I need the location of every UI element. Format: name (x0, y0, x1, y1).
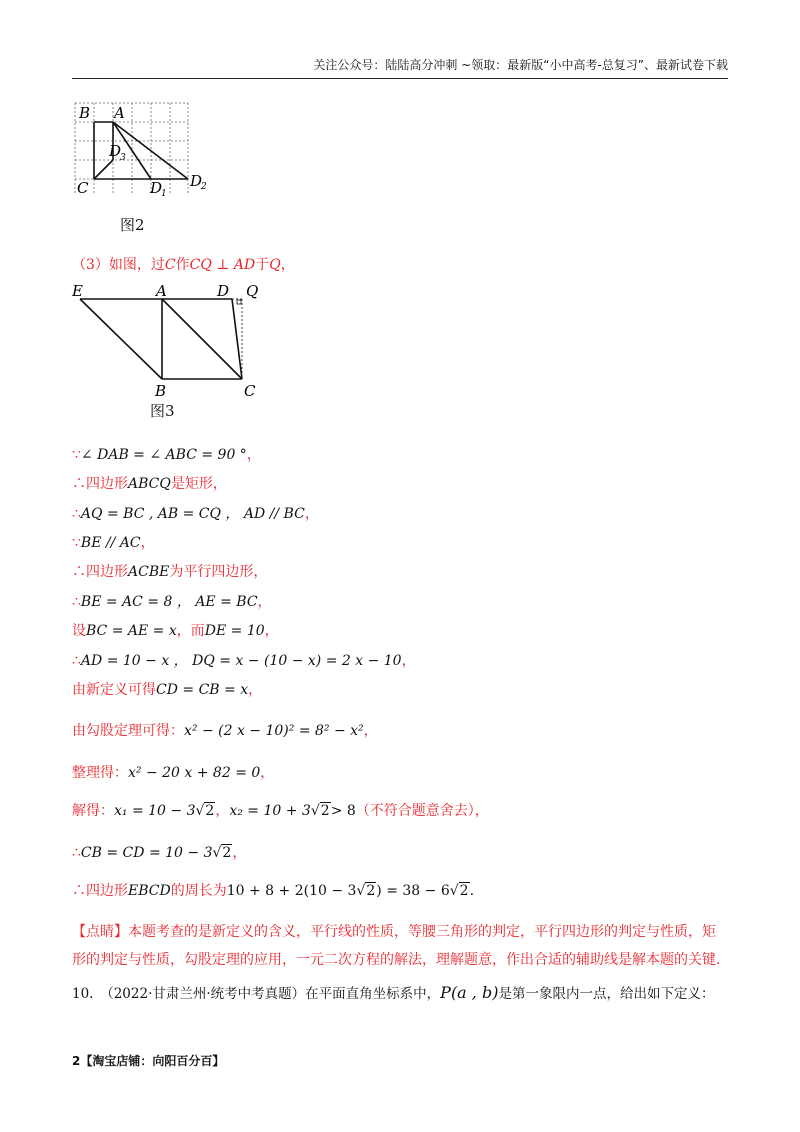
label-b-fig3: B (155, 382, 167, 400)
label-d-fig3: D (217, 282, 230, 300)
label-c-fig3: C (244, 382, 256, 400)
question-10: 10. （2022·甘肃兰州·统考中考真题）在平面直角坐标系中，P(a , b)是第一象限内一点，给出如下定义： (72, 983, 715, 1002)
key-point-comment: 【点睛】本题考查的是新定义的含义，平行线的性质，等腰三角形的判定，平行四边形的判定与性质，矩形的判定与性质，勾股定理的应用，一元二次方程的解法，理解题意，作出合适的辅助线是解本题的关键. (72, 924, 721, 968)
figure-2 (72, 100, 222, 200)
label-d1: D (150, 179, 163, 197)
figure-2-diagram (72, 100, 222, 200)
label-d3: D (109, 142, 122, 160)
label-b: B (79, 104, 91, 122)
solution-line-11: 整理得：x² − 20 x + 82 = 0， (72, 765, 275, 781)
figure-3-caption: 图3 (150, 402, 175, 420)
solution-line-7: 设BC = AE = x，而DE = 10， (72, 623, 279, 639)
page-header: 关注公众号：陆陆高分冲刺 ~领取：最新版“小中高考-总复习”、最新试卷下载 (72, 56, 728, 79)
solution-line-6: ∴BE = AC = 8 ， AE = BC， (72, 594, 272, 610)
solution-line-3: ∴AQ = BC , AB = CQ ， AD // BC， (72, 506, 319, 522)
label-c: C (77, 179, 89, 197)
solution-line-4: ∵BE // AC， (72, 535, 155, 551)
solution-line-2: ∴四边形ABCQ是矩形， (72, 476, 227, 492)
label-d1-sub: 1 (161, 189, 167, 199)
solution-line-12: 解得：x₁ = 10 − 3√2，x₂ = 10 + 3√2> 8（不符合题意舍去）， (72, 803, 489, 819)
label-e: E (72, 282, 83, 300)
figure-3-diagram (72, 282, 272, 402)
label-d2: D (190, 172, 203, 190)
page-footer: 2【淘宝店铺：向阳百分百】 (72, 1054, 225, 1068)
figure-2-caption: 图2 (120, 216, 145, 234)
part3-intro: （3）如图，过C作CQ ⊥ AD于Q， (72, 257, 295, 273)
solution-line-1: ∵∠ DAB = ∠ ABC = 90 °， (72, 447, 261, 463)
label-a-fig3: A (156, 282, 167, 300)
label-d2-sub: 2 (201, 182, 207, 192)
label-q: Q (246, 282, 259, 300)
solution-line-5: ∴四边形ACBE为平行四边形， (72, 564, 268, 580)
solution-line-14: ∴四边形EBCD的周长为10 + 8 + 2(10 − 3√2) = 38 − 6√2. (72, 883, 475, 899)
solution-line-8: ∴AD = 10 − x ， DQ = x − (10 − x) = 2 x − 10， (72, 653, 416, 669)
label-a: A (114, 104, 125, 122)
figure-3 (72, 282, 272, 402)
solution-line-13: ∴CB = CD = 10 − 3√2， (72, 845, 247, 861)
solution-line-9: 由新定义可得CD = CB = x， (72, 682, 263, 698)
label-d3-sub: 3 (120, 153, 126, 163)
solution-line-10: 由勾股定理可得：x² − (2 x − 10)² = 8² − x²， (72, 723, 378, 739)
